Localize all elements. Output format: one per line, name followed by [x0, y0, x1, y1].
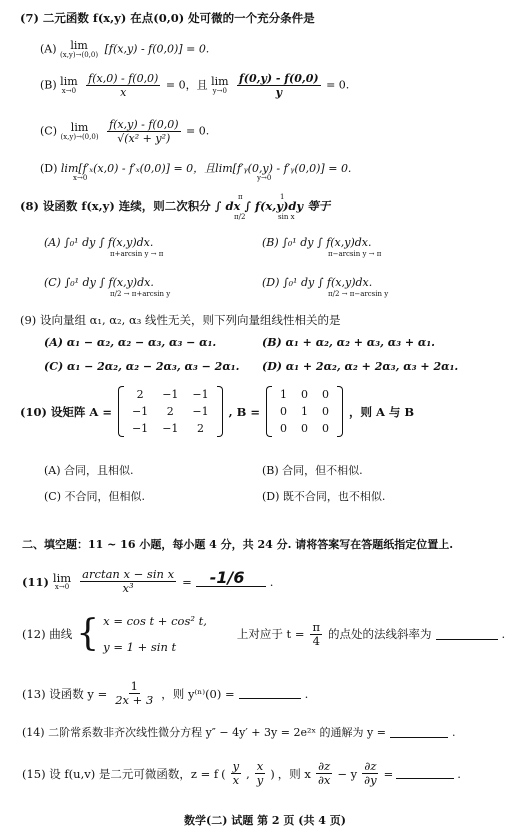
q7-option-a: (A) lim (x,y)→(0,0) [f(x,y) - f(0,0)] = 0. — [40, 39, 210, 59]
matrix-a-cell: 2 — [166, 405, 174, 418]
matrix-b-cell: 0 — [280, 405, 287, 418]
q8-option-b: (B) ∫₀¹ dy ∫ f(x,y)dx. — [262, 236, 372, 249]
matrix-a-cell: −1 — [192, 388, 209, 401]
q9-option-c: (C) α₁ − 2α₂, α₂ − 2α₃, α₃ − 2α₁. — [44, 360, 240, 373]
q10-option-d: (D) 既不合同，也不相似. — [262, 490, 386, 503]
q10-option-b: (B) 合同，但不相似. — [262, 464, 363, 477]
matrix-b-cell: 0 — [301, 388, 308, 401]
q8-upper2: 1 — [280, 193, 285, 201]
matrix-b-row — [273, 420, 336, 437]
matrix-b-row — [273, 386, 336, 403]
q8-d-limits: π/2 → π−arcsin y — [328, 290, 389, 298]
q14: (14) 二阶常系数非齐次线性微分方程 y″ − 4y′ + 3y = 2e²ˣ 的通解为 y = . — [22, 725, 456, 739]
matrix-a-cell: 2 — [136, 388, 144, 401]
matrix-b-cell: 1 — [280, 388, 287, 401]
q8-lower1: π/2 — [234, 213, 246, 221]
matrix-b-cell: 0 — [322, 388, 329, 401]
q8-option-a: (A) ∫₀¹ dy ∫ f(x,y)dx. — [44, 236, 154, 249]
q8-b-limits: π−arcsin y → π — [328, 250, 382, 258]
matrix-b — [266, 386, 343, 437]
matrix-b-cell: 0 — [322, 422, 329, 435]
matrix-a-row — [125, 403, 216, 420]
matrix-a-row — [125, 420, 216, 437]
matrix-a — [118, 386, 223, 437]
q8-lower2: sin x — [278, 213, 295, 221]
q12: (12) 曲线 { x = cos t + cos² t, y = 1 + sin t 上对应于 t = $\frac{\pi}{4}$ 的点处的法线斜率为 . — [22, 613, 506, 654]
q8-option-c: (C) ∫₀¹ dy ∫ f(x,y)dx. — [44, 276, 154, 289]
matrix-a-row — [125, 386, 216, 403]
q8-upper1: π — [238, 193, 243, 201]
matrix-a-cell: −1 — [162, 422, 179, 435]
q8-option-d: (D) ∫₀¹ dy ∫ f(x,y)dx. — [262, 276, 373, 289]
matrix-b-cell: 0 — [280, 422, 287, 435]
q8-stem: (8) 设函数 f(x,y) 连续，则二次积分 ∫ dx ∫ f(x,y)dy 等于 — [20, 199, 331, 213]
matrix-a-cell: −1 — [131, 405, 149, 418]
matrix-a-cell: −1 — [192, 405, 209, 418]
q7-d-sub1: x→0 — [73, 174, 88, 182]
matrix-b-cell: 1 — [301, 405, 308, 418]
q9-option-b: (B) α₁ + α₂, α₂ + α₃, α₃ + α₁. — [262, 336, 436, 349]
q15: (15) 设 f(u,v) 是二元可微函数，z = f ( $\frac{y}{x}$ , $\frac{x}{y}$ ) ，则 x $\frac{\partial z}{\partial x}$ − y $\frac{\partial z}{\partial y}$ = . — [22, 759, 461, 787]
q9-option-d: (D) α₁ + 2α₂, α₂ + 2α₃, α₃ + 2α₁. — [262, 360, 459, 373]
q7-option-d: (D) lim[f′ₓ(x,0) - f′ₓ(0,0)] = 0，且lim[f′ᵧ(0,y) - f′ᵧ(0,0)] = 0. — [40, 162, 352, 175]
q10-option-c: (C) 不合同，但相似. — [44, 490, 145, 503]
q10-stem: (10) 设矩阵 A = 2 −1 −1 −1 2 −1 −1 −1 2 , B = 1 0 0 0 1 0 0 0 0 ，则 A 与 B — [20, 388, 415, 435]
q9-stem: (9) 设向量组 α₁, α₂, α₃ 线性无关，则下列向量组线性相关的是 — [20, 313, 341, 327]
matrix-b-cell: 0 — [322, 405, 329, 418]
matrix-a-cell: −1 — [162, 388, 179, 401]
q8-c-limits: π/2 → π+arcsin y — [110, 290, 171, 298]
matrix-a-cell: 2 — [197, 422, 205, 435]
q9-option-a: (A) α₁ − α₂, α₂ − α₃, α₃ − α₁. — [44, 336, 217, 349]
matrix-a-cell: −1 — [131, 422, 149, 435]
q11: (11) lim x→0 $\frac{\text{arctan x − sin x}}{\text{x³}}$ = -1/6 . — [22, 567, 274, 595]
q7-option-c: (C) lim (x,y)→(0,0) $\frac{f(x,y) - f(0,0)}{\text{√(x² + y²)}}$ = 0. — [40, 118, 210, 145]
handwritten-answer: -1/6 — [209, 568, 245, 587]
page-footer: 数学(二) 试题 第 2 页 (共 4 页) — [184, 814, 346, 827]
section-heading: 二、填空题：11 ~ 16 小题，每小题 4 分，共 24 分. 请将答案写在答题纸指定位置上. — [22, 538, 454, 551]
q7-stem: (7) 二元函数 f(x,y) 在点(0,0) 处可微的一个充分条件是 — [20, 11, 315, 25]
matrix-b-row — [273, 403, 336, 420]
q8-a-limits: π+arcsin y → π — [110, 250, 164, 258]
q7-option-b: (B) lim x→0 $\frac{f(x,0) - f(0,0)}{x}$ = 0，且 lim y→0 $\frac{f(0,y) - f(0,0)}{y}$ = 0. — [40, 72, 350, 99]
q13: (13) 设函数 y = $\frac{1}{2x + 3}$ ，则 y⁽ⁿ⁾(0) = . — [22, 679, 309, 707]
q10-option-a: (A) 合同，且相似. — [44, 464, 134, 477]
q7-d-sub2: y→0 — [257, 174, 272, 182]
matrix-b-cell: 0 — [301, 422, 308, 435]
